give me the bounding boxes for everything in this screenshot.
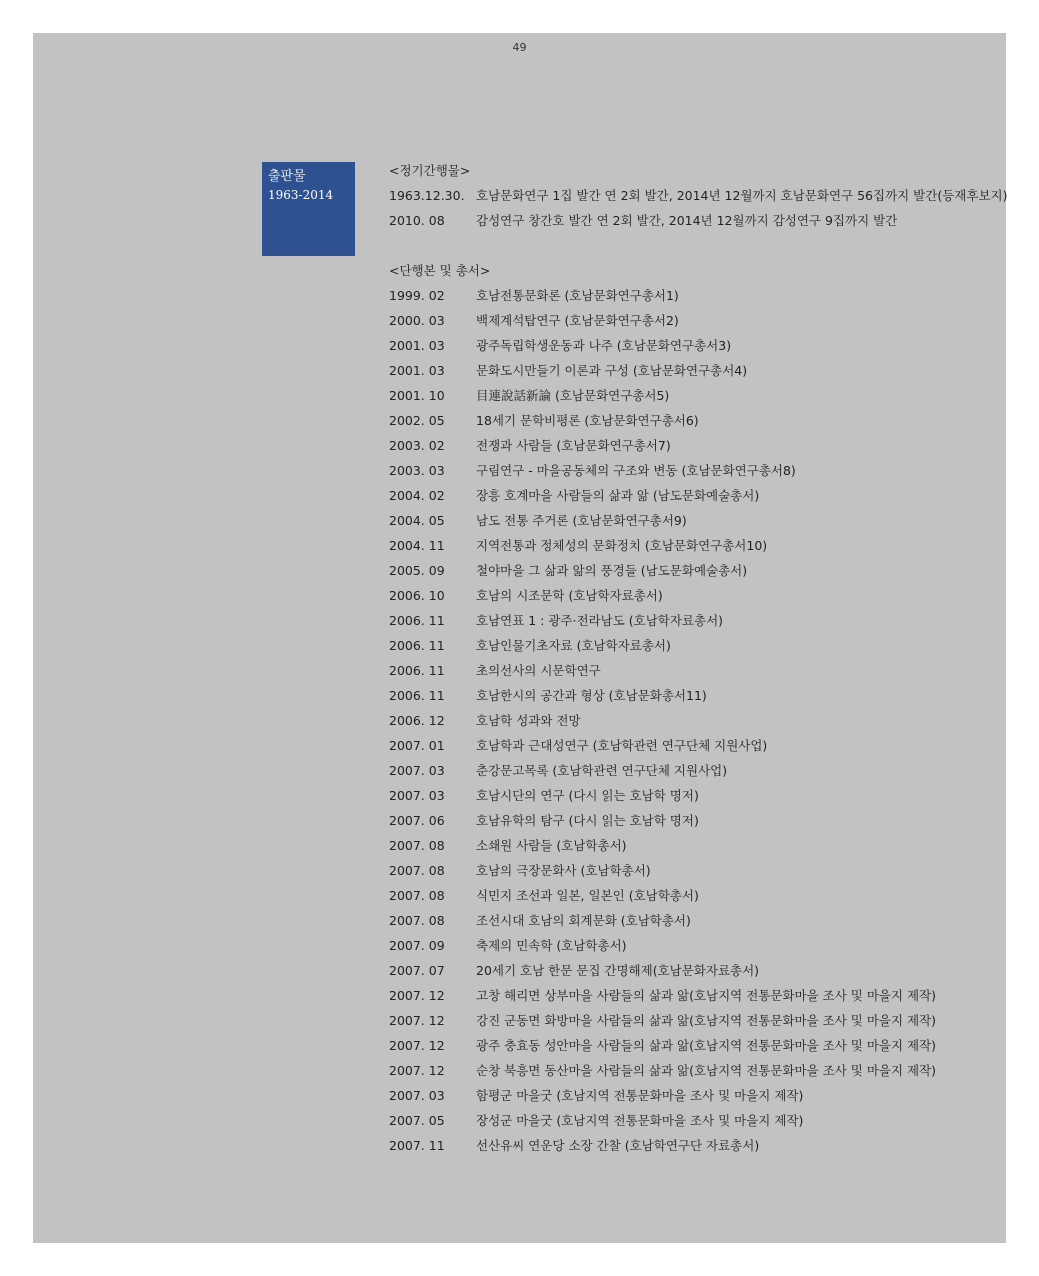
item-title: 호남시단의 연구 (다시 읽는 호남학 명저)	[476, 788, 699, 803]
section-gap	[389, 233, 989, 258]
item-date: 2003. 02	[389, 438, 445, 453]
list-item	[389, 758, 989, 783]
item-date: 2005. 09	[389, 563, 445, 578]
item-title: 目連說話新論 (호남문화연구총서5)	[476, 388, 670, 403]
item-date: 2003. 03	[389, 463, 445, 478]
list-item	[389, 1133, 989, 1158]
item-date: 2007. 06	[389, 813, 445, 828]
item-date: 2007. 03	[389, 763, 445, 778]
item-title: 강진 군동면 화방마을 사람들의 삶과 앎(호남지역 전통문화마을 조사 및 마을지 제작)	[476, 1013, 937, 1028]
list-item	[389, 608, 989, 633]
item-title: 감성연구 창간호 발간 연 2회 발간, 2014년 12월까지 감성연구 9집까지 발간	[476, 213, 898, 228]
list-item	[389, 533, 989, 558]
item-title: 고창 해리면 상부마을 사람들의 삶과 앎(호남지역 전통문화마을 조사 및 마을지 제작)	[476, 988, 937, 1003]
item-date: 2001. 03	[389, 338, 445, 353]
item-date: 2006. 12	[389, 713, 445, 728]
item-title: 춘강문고목록 (호남학관련 연구단체 지원사업)	[476, 763, 728, 778]
item-title: 함평군 마을굿 (호남지역 전통문화마을 조사 및 마을지 제작)	[476, 1088, 804, 1103]
item-title: 호남유학의 탐구 (다시 읽는 호남학 명저)	[476, 813, 699, 828]
item-title: 초의선사의 시문학연구	[476, 663, 601, 678]
item-date: 2006. 11	[389, 663, 445, 678]
list-item	[389, 433, 989, 458]
item-date: 2004. 05	[389, 513, 445, 528]
item-title: 호남문화연구 1집 발간 연 2회 발간, 2014년 12월까지 호남문화연구 56집까지 발간(등재후보지)	[476, 188, 1008, 203]
item-title: 호남의 시조문학 (호남학자료총서)	[476, 588, 663, 603]
item-title: 순창 북흥면 동산마을 사람들의 삶과 앎(호남지역 전통문화마을 조사 및 마을지 제작)	[476, 1063, 937, 1078]
list-item	[389, 883, 989, 908]
list-item	[389, 458, 989, 483]
item-title: 철야마을 그 삶과 앎의 풍경들 (남도문화예술총서)	[476, 563, 748, 578]
item-date: 2007. 05	[389, 1113, 445, 1128]
section-title: 출판물	[268, 169, 306, 184]
item-title: 남도 전통 주거론 (호남문화연구총서9)	[476, 513, 687, 528]
list-item	[389, 208, 989, 233]
monographs-heading: <단행본 및 총서>	[389, 263, 491, 278]
list-item	[389, 833, 989, 858]
item-title: 백제계석탑연구 (호남문화연구총서2)	[476, 313, 679, 328]
item-title: 전쟁과 사람들 (호남문화연구총서7)	[476, 438, 671, 453]
item-date: 2007. 12	[389, 1063, 445, 1078]
list-item	[389, 983, 989, 1008]
page-number: 49	[512, 41, 527, 54]
section-label-box	[262, 162, 355, 256]
item-title: 축제의 민속학 (호남학총서)	[476, 938, 627, 953]
list-item	[389, 733, 989, 758]
item-date: 2002. 05	[389, 413, 445, 428]
item-title: 호남학 성과와 전망	[476, 713, 581, 728]
item-date: 2007. 12	[389, 1038, 445, 1053]
list-item	[389, 808, 989, 833]
list-item	[389, 183, 1008, 208]
list-item	[389, 633, 989, 658]
list-item	[389, 908, 989, 933]
item-date: 2006. 10	[389, 588, 445, 603]
item-date: 2007. 12	[389, 1013, 445, 1028]
list-item	[389, 383, 989, 408]
item-date: 2007. 11	[389, 1138, 445, 1153]
list-item	[389, 708, 989, 733]
item-title: 식민지 조선과 일본, 일본인 (호남학총서)	[476, 888, 699, 903]
list-item	[389, 558, 989, 583]
list-item	[389, 583, 989, 608]
item-title: 호남한시의 공간과 형상 (호남문화총서11)	[476, 688, 707, 703]
list-item	[389, 683, 989, 708]
item-title: 호남연표 1 : 광주·전라남도 (호남학자료총서)	[476, 613, 724, 628]
item-title: 조선시대 호남의 회계문화 (호남학총서)	[476, 913, 691, 928]
list-item	[389, 408, 989, 433]
item-title: 장성군 마을굿 (호남지역 전통문화마을 조사 및 마을지 제작)	[476, 1113, 804, 1128]
item-date: 2006. 11	[389, 613, 445, 628]
item-date: 2004. 11	[389, 538, 445, 553]
item-title: 20세기 호남 한문 문집 간명해제(호남문화자료총서)	[476, 963, 760, 978]
list-item	[389, 1083, 989, 1108]
periodicals-list	[389, 183, 1008, 233]
list-item	[389, 1058, 989, 1083]
list-item	[389, 508, 989, 533]
item-date: 2007. 03	[389, 1088, 445, 1103]
item-date: 2006. 11	[389, 688, 445, 703]
item-title: 호남학과 근대성연구 (호남학관련 연구단체 지원사업)	[476, 738, 768, 753]
list-item	[389, 1033, 989, 1058]
item-date: 2004. 02	[389, 488, 445, 503]
list-item	[389, 1108, 989, 1133]
item-date: 2007. 03	[389, 788, 445, 803]
item-date: 2007. 08	[389, 863, 445, 878]
item-date: 2000. 03	[389, 313, 445, 328]
document-page	[33, 33, 1006, 1243]
periodicals-heading: <정기간행물>	[389, 163, 471, 178]
item-title: 선산유씨 연운당 소장 간찰 (호남학연구단 자료총서)	[476, 1138, 760, 1153]
list-item	[389, 308, 989, 333]
item-title: 장흥 호계마을 사람들의 삶과 앎 (남도문화예술총서)	[476, 488, 760, 503]
item-date: 2001. 10	[389, 388, 445, 403]
list-item	[389, 858, 989, 883]
item-title: 구림연구 - 마을공동체의 구조와 변동 (호남문화연구총서8)	[476, 463, 796, 478]
item-title: 호남의 극장문화사 (호남학총서)	[476, 863, 651, 878]
item-date: 2001. 03	[389, 363, 445, 378]
item-date: 2007. 07	[389, 963, 445, 978]
item-date: 2007. 08	[389, 888, 445, 903]
item-date: 2007. 08	[389, 913, 445, 928]
list-item	[389, 483, 989, 508]
item-date: 2007. 12	[389, 988, 445, 1003]
list-item	[389, 958, 989, 983]
item-date: 2007. 09	[389, 938, 445, 953]
item-title: 광주독립학생운동과 나주 (호남문화연구총서3)	[476, 338, 732, 353]
item-title: 문화도시만들기 이론과 구성 (호남문화연구총서4)	[476, 363, 748, 378]
list-item	[389, 358, 989, 383]
item-date: 2007. 01	[389, 738, 445, 753]
item-date: 1999. 02	[389, 288, 445, 303]
item-title: 18세기 문학비평론 (호남문화연구총서6)	[476, 413, 699, 428]
item-date: 2010. 08	[389, 213, 445, 228]
monographs-list	[389, 283, 989, 1158]
list-item	[389, 333, 989, 358]
item-title: 호남전통문화론 (호남문화연구총서1)	[476, 288, 679, 303]
item-date: 2007. 08	[389, 838, 445, 853]
list-item	[389, 1008, 989, 1033]
section-years: 1963-2014	[268, 188, 334, 202]
item-title: 광주 충효동 성안마을 사람들의 삶과 앎(호남지역 전통문화마을 조사 및 마을지 제작)	[476, 1038, 937, 1053]
item-title: 호남인물기초자료 (호남학자료총서)	[476, 638, 671, 653]
publication-list	[389, 158, 1008, 1158]
list-item	[389, 933, 989, 958]
list-item	[389, 658, 989, 683]
list-item	[389, 783, 989, 808]
item-title: 지역전통과 정체성의 문화정치 (호남문화연구총서10)	[476, 538, 768, 553]
item-date: 2006. 11	[389, 638, 445, 653]
item-date: 1963.12.30.	[389, 188, 465, 203]
item-title: 소쇄원 사람들 (호남학총서)	[476, 838, 627, 853]
list-item	[389, 283, 989, 308]
